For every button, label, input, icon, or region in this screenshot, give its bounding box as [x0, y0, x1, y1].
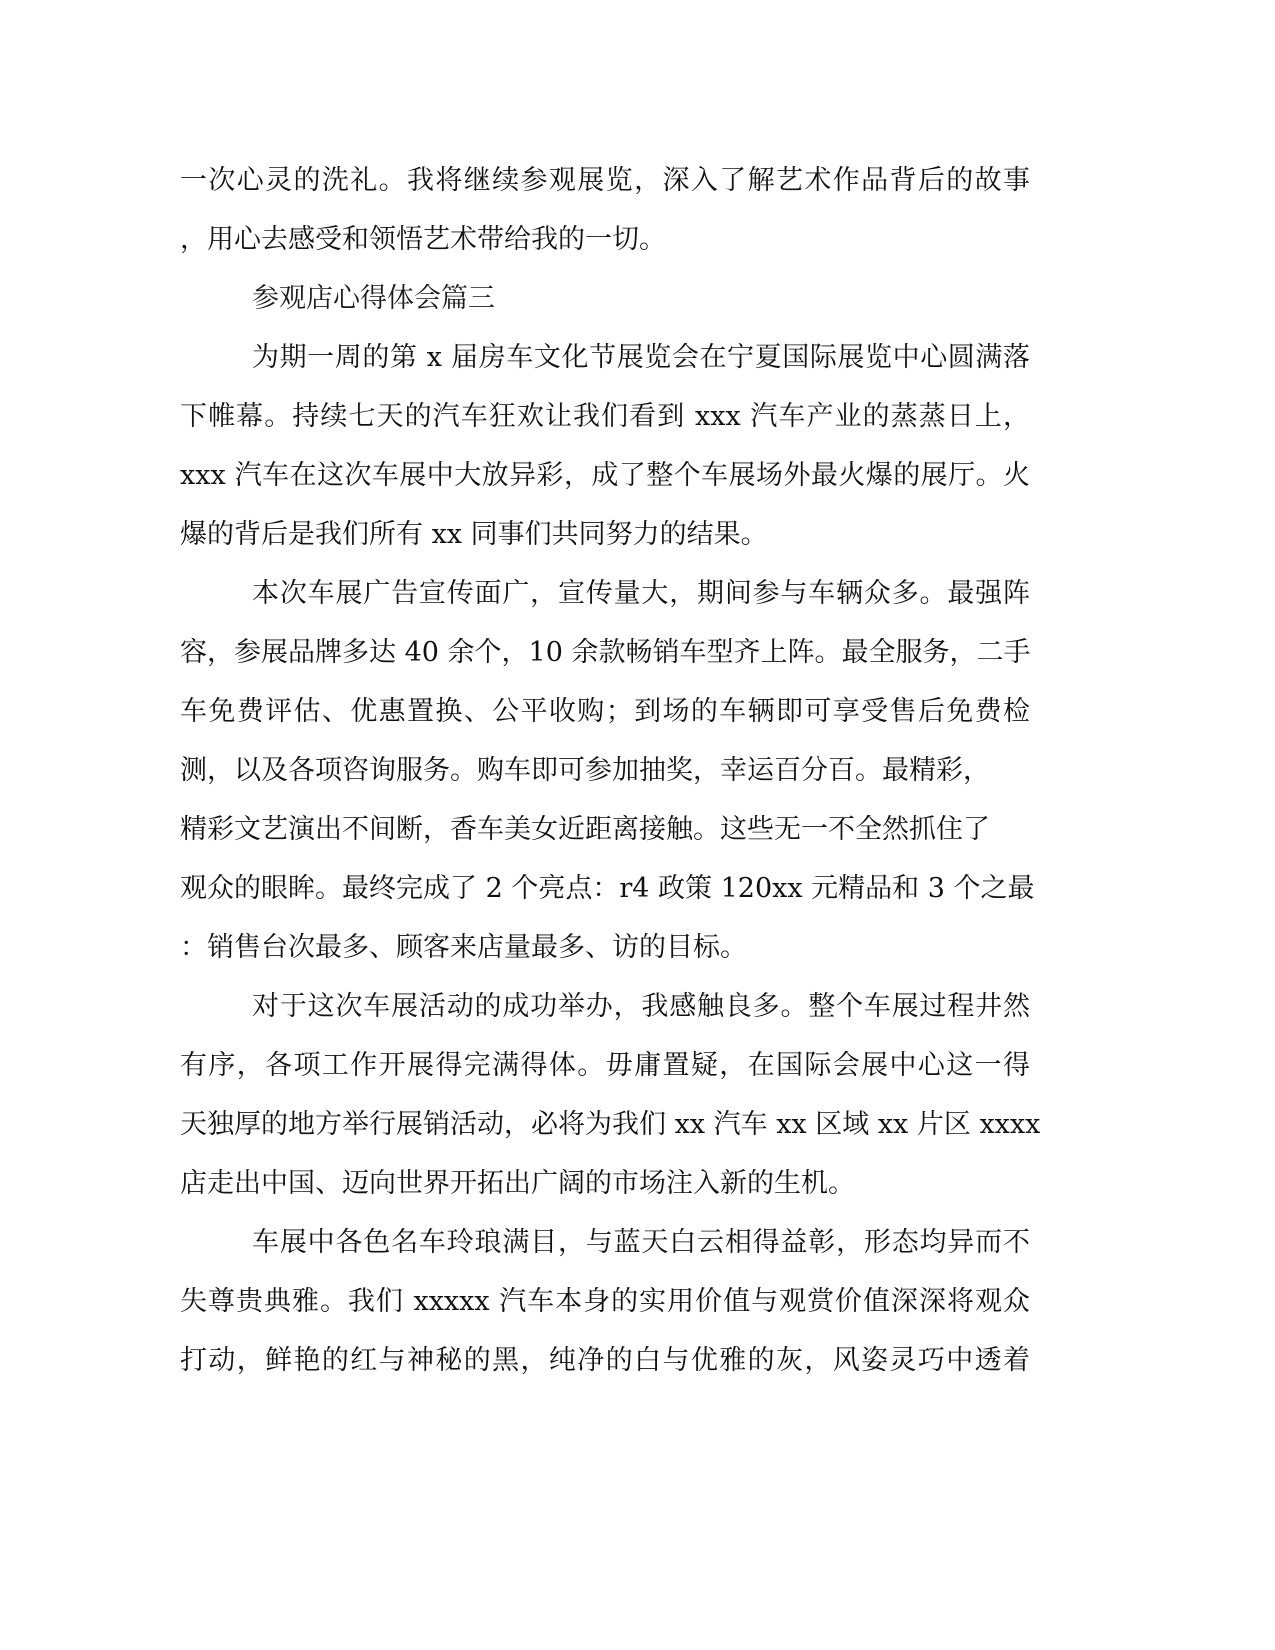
text-line: 精彩文艺演出不间断，香车美女近距离接触。这些无一不全然抓住了: [180, 814, 990, 845]
text-line: 一次心灵的洗礼。我将继续参观展览，深入了解艺术作品背后的故事: [180, 165, 1030, 196]
text-line: 下帷幕。持续七天的汽车狂欢让我们看到 xxx 汽车产业的蒸蒸日上，: [180, 401, 1030, 432]
text-line: 失尊贵典雅。我们 xxxxx 汽车本身的实用价值与观赏价值深深将观众: [180, 1286, 1030, 1317]
text-line: 天独厚的地方举行展销活动，必将为我们 xx 汽车 xx 区域 xx 片区 xxxx: [180, 1109, 1041, 1140]
text-line: 打动，鲜艳的红与神秘的黑，纯净的白与优雅的灰，风姿灵巧中透着: [180, 1345, 1030, 1376]
text-line: 本次车展广告宣传面广，宣传量大，期间参与车辆众多。最强阵: [252, 578, 1030, 609]
text-line: 车免费评估、优惠置换、公平收购；到场的车辆即可享受售后免费检: [180, 696, 1030, 727]
body-text: [180, 158, 1041, 1397]
text-line: 店走出中国、迈向世界开拓出广阔的市场注入新的生机。: [180, 1168, 855, 1199]
text-line: 测，以及各项咨询服务。购车即可参加抽奖，幸运百分百。最精彩，: [180, 755, 990, 786]
text-line: ，用心去感受和领悟艺术带给我的一切。: [180, 224, 666, 255]
text-line: 为期一周的第 x 届房车文化节展览会在宁夏国际展览中心圆满落: [252, 342, 1030, 373]
text-line: 有序，各项工作开展得完满得体。毋庸置疑，在国际会展中心这一得: [180, 1050, 1030, 1081]
text-line: 观众的眼眸。最终完成了 2 个亮点：r4 政策 120xx 元精品和 3 个之最: [180, 873, 1035, 904]
text-line: ：销售台次最多、顾客来店量最多、访的目标。: [180, 932, 747, 963]
text-line: 爆的背后是我们所有 xx 同事们共同努力的结果。: [180, 519, 768, 550]
text-line: 容，参展品牌多达 40 余个，10 余款畅销车型齐上阵。最全服务，二手: [180, 637, 1031, 668]
section-heading: 参观店心得体会篇三: [252, 283, 495, 314]
text-line: 对于这次车展活动的成功举办，我感触良多。整个车展过程井然: [252, 991, 1030, 1022]
text-line: xxx 汽车在这次车展中大放异彩，成了整个车展场外最火爆的展厅。火: [180, 460, 1030, 491]
text-line: 车展中各色名车玲琅满目，与蓝天白云相得益彰，形态均异而不: [252, 1227, 1030, 1258]
